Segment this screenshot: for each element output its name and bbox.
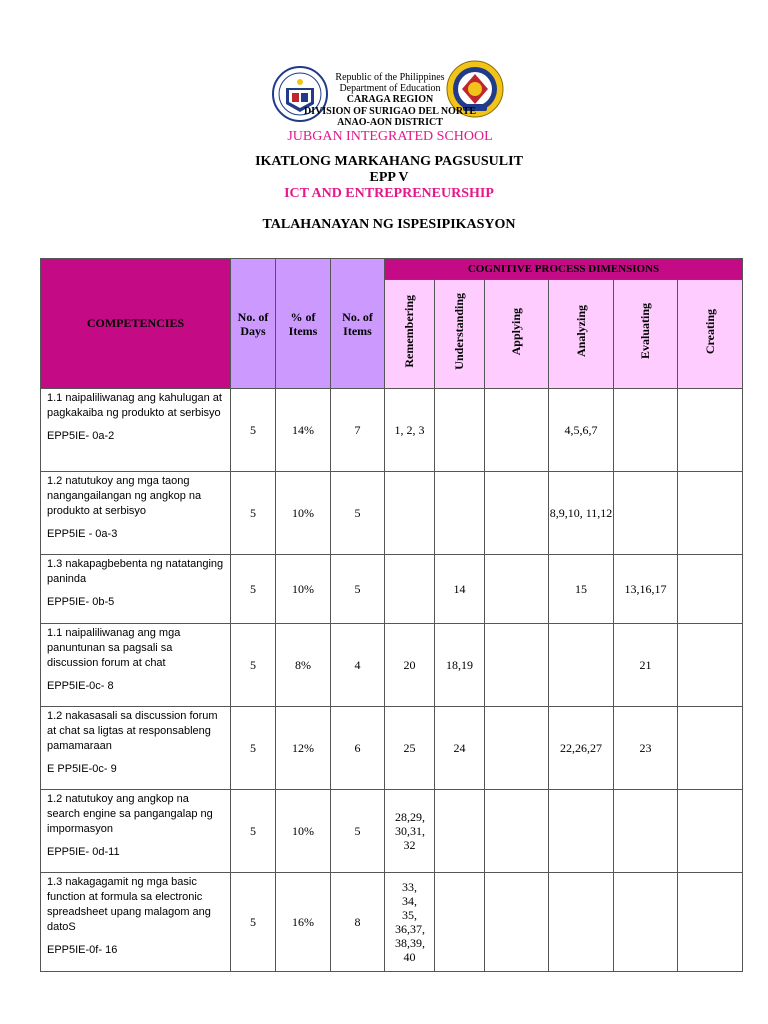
competency-code: EPP5IE- 0b-5 <box>47 596 115 608</box>
percent-cell: 8% <box>276 624 331 707</box>
table-row <box>41 555 743 624</box>
remembering-cell: 28,29, 30,31, 32 <box>385 790 435 873</box>
header-number-items: No. of Items <box>331 259 385 389</box>
items-cell: 4 <box>331 624 385 707</box>
creating-cell <box>678 389 743 472</box>
remembering-cell <box>385 472 435 555</box>
analyzing-cell <box>549 624 614 707</box>
applying-cell <box>485 790 549 873</box>
evaluating-cell: 13,16,17 <box>614 555 678 624</box>
understanding-cell <box>435 790 485 873</box>
percent-cell: 14% <box>276 389 331 472</box>
letterhead-department: Department of Education <box>339 83 441 94</box>
analyzing-cell <box>549 790 614 873</box>
items-cell: 7 <box>331 389 385 472</box>
items-cell: 5 <box>331 555 385 624</box>
days-cell: 5 <box>231 624 276 707</box>
analyzing-cell <box>549 873 614 972</box>
table-row <box>41 389 743 472</box>
analyzing-cell: 4,5,6,7 <box>549 389 614 472</box>
percent-cell: 10% <box>276 555 331 624</box>
applying-cell <box>485 707 549 790</box>
competency-cell: 1.3 nakapagbebenta ng natatanging paninda EPP5IE- 0b-5 <box>41 555 231 624</box>
header-applying: Applying <box>485 280 549 389</box>
analyzing-cell: 8,9,10, 11,12 <box>549 472 614 555</box>
days-cell: 5 <box>231 707 276 790</box>
items-cell: 5 <box>331 790 385 873</box>
days-cell: 5 <box>231 790 276 873</box>
creating-cell <box>678 790 743 873</box>
understanding-cell <box>435 472 485 555</box>
competency-cell: 1.3 nakagagamit ng mga basic function at formula sa electronic spreadsheet upang malagom ang datoS EPP5IE-0f- 16 <box>41 873 231 972</box>
creating-cell <box>678 873 743 972</box>
understanding-cell <box>435 389 485 472</box>
understanding-cell: 18,19 <box>435 624 485 707</box>
evaluating-cell <box>614 472 678 555</box>
percent-cell: 16% <box>276 873 331 972</box>
items-cell: 6 <box>331 707 385 790</box>
competency-cell: 1.1 naipaliliwanag ang mga panuntunan sa pagsali sa discussion forum at chat EPP5IE-0c- 8 <box>41 624 231 707</box>
applying-cell <box>485 624 549 707</box>
applying-cell <box>485 555 549 624</box>
table-title: TALAHANAYAN NG ISPESIPIKASYON <box>262 217 516 232</box>
header-understanding: Understanding <box>435 280 485 389</box>
table-row <box>41 472 743 555</box>
letterhead-republic: Republic of the Philippines <box>335 72 445 83</box>
competency-code: EPP5IE- 0d-11 <box>47 846 120 858</box>
creating-cell <box>678 707 743 790</box>
competency-code: EPP5IE - 0a-3 <box>47 528 118 540</box>
header-remembering: Remembering <box>385 280 435 389</box>
understanding-cell: 24 <box>435 707 485 790</box>
applying-cell <box>485 472 549 555</box>
competency-cell: 1.2 natutukoy ang angkop na search engine sa pangangalap ng impormasyon EPP5IE- 0d-11 <box>41 790 231 873</box>
competency-code: EPP5IE-0f- 16 <box>47 944 118 956</box>
remembering-cell <box>385 555 435 624</box>
analyzing-cell: 22,26,27 <box>549 707 614 790</box>
creating-cell <box>678 555 743 624</box>
days-cell: 5 <box>231 389 276 472</box>
analyzing-cell: 15 <box>549 555 614 624</box>
applying-cell <box>485 873 549 972</box>
table-row <box>41 873 743 972</box>
understanding-cell: 14 <box>435 555 485 624</box>
table-row <box>41 624 743 707</box>
percent-cell: 10% <box>276 790 331 873</box>
evaluating-cell: 21 <box>614 624 678 707</box>
creating-cell <box>678 624 743 707</box>
specification-table <box>40 258 743 972</box>
table-row <box>41 790 743 873</box>
remembering-cell: 33, 34, 35, 36,37, 38,39, 40 <box>385 873 435 972</box>
remembering-cell: 1, 2, 3 <box>385 389 435 472</box>
remembering-cell: 25 <box>385 707 435 790</box>
percent-cell: 10% <box>276 472 331 555</box>
applying-cell <box>485 389 549 472</box>
evaluating-cell <box>614 389 678 472</box>
evaluating-cell: 23 <box>614 707 678 790</box>
header-days: No. of Days <box>231 259 276 389</box>
competency-code: E PP5IE-0c- 9 <box>47 763 117 775</box>
letterhead-region: CARAGA REGION <box>346 94 434 105</box>
header-analyzing: Analyzing <box>549 280 614 389</box>
evaluating-cell <box>614 873 678 972</box>
competency-code: EPP5IE-0c- 8 <box>47 680 114 692</box>
school-name: JUBGAN INTEGRATED SCHOOL <box>287 129 493 144</box>
days-cell: 5 <box>231 472 276 555</box>
competency-cell: 1.1 naipaliliwanag ang kahulugan at pagkakaiba ng produkto at serbisyo EPP5IE- 0a-2 <box>41 389 231 472</box>
subject-title: EPP V <box>369 170 409 185</box>
competency-cell: 1.2 natutukoy ang mga taong nangangailangan ng angkop na produkto at serbisyo EPP5IE - 0a-3 <box>41 472 231 555</box>
items-cell: 8 <box>331 873 385 972</box>
understanding-cell <box>435 873 485 972</box>
letterhead-division: DIVISION OF SURIGAO DEL NORTE <box>303 106 477 117</box>
table-row <box>41 707 743 790</box>
evaluating-cell <box>614 790 678 873</box>
subject-area: ICT AND ENTREPRENEURSHIP <box>284 186 494 201</box>
header-cognitive-dimensions: COGNITIVE PROCESS DIMENSIONS <box>385 259 743 280</box>
items-cell: 5 <box>331 472 385 555</box>
header-competencies: COMPETENCIES <box>41 259 231 389</box>
remembering-cell: 20 <box>385 624 435 707</box>
header-creating: Creating <box>678 280 743 389</box>
days-cell: 5 <box>231 555 276 624</box>
competency-code: EPP5IE- 0a-2 <box>47 430 115 442</box>
header-percent-items: % of Items <box>276 259 331 389</box>
letterhead-district: ANAO-AON DISTRICT <box>337 117 443 128</box>
exam-title: IKATLONG MARKAHANG PAGSUSULIT <box>255 154 523 169</box>
creating-cell <box>678 472 743 555</box>
percent-cell: 12% <box>276 707 331 790</box>
competency-cell: 1.2 nakasasali sa discussion forum at chat sa ligtas at responsableng pamamaraan E PP5IE-0c- 9 <box>41 707 231 790</box>
header-evaluating: Evaluating <box>614 280 678 389</box>
days-cell: 5 <box>231 873 276 972</box>
